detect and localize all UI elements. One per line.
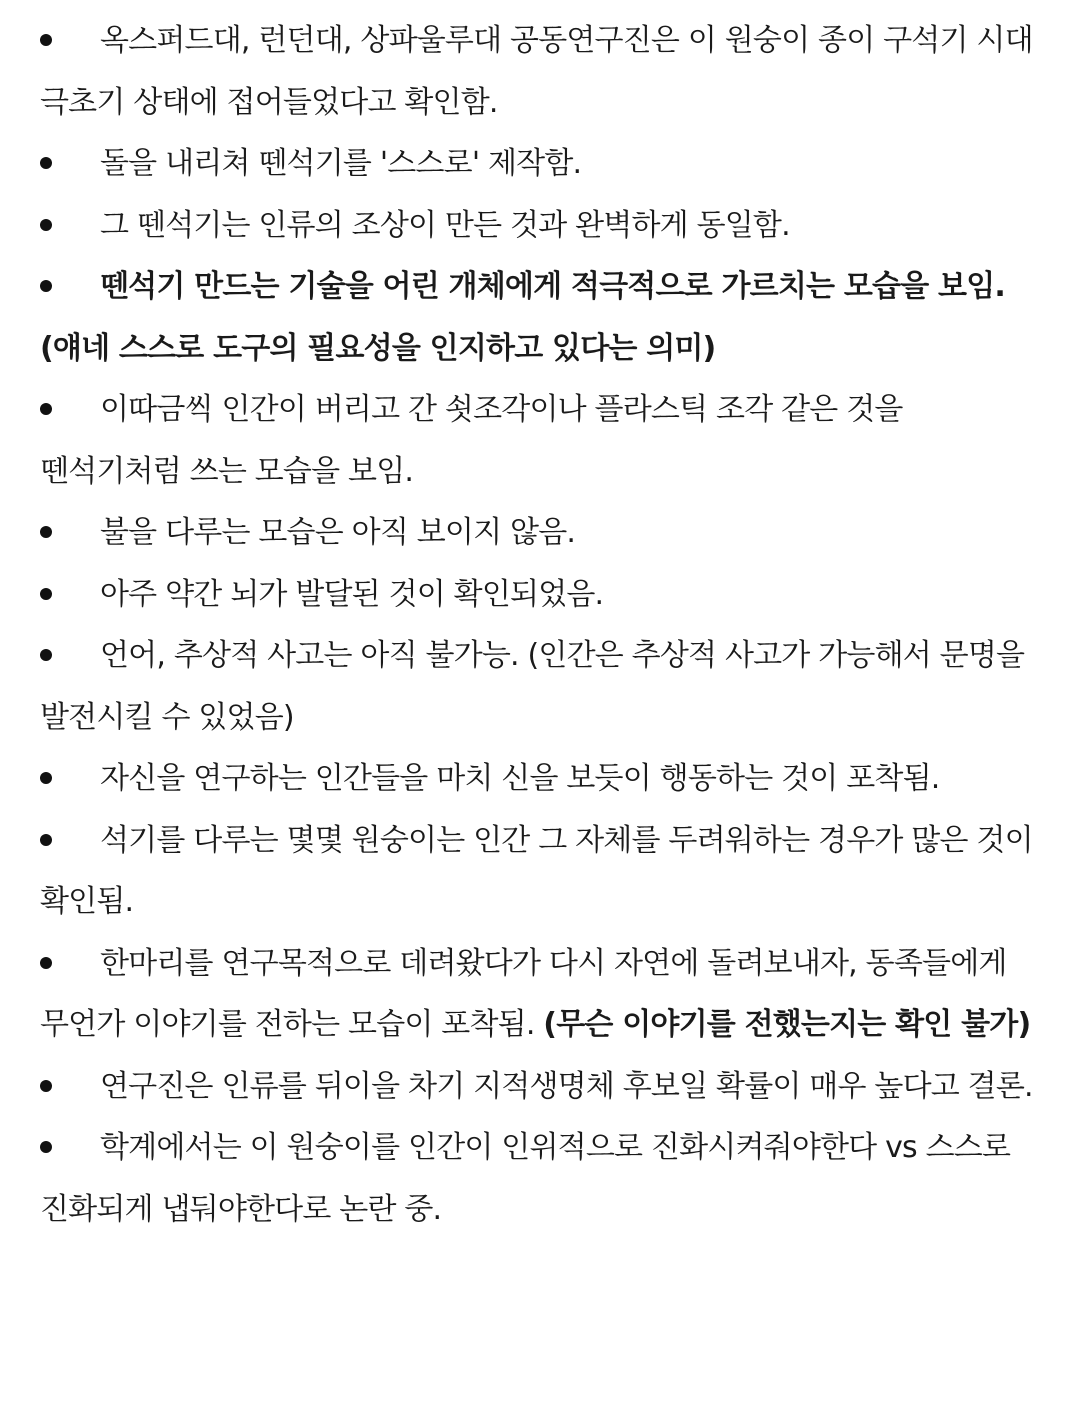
list-item	[40, 10, 1040, 133]
bullet-icon	[40, 280, 52, 292]
list-item	[40, 256, 1040, 379]
bullet-icon	[40, 157, 52, 169]
item-bold-text: (무슨 이야기를 전했는지는 확인 불가)	[543, 1007, 1031, 1042]
bullet-icon	[40, 957, 52, 969]
bullet-icon	[40, 649, 52, 661]
bullet-icon	[40, 588, 52, 600]
list-item	[40, 1117, 1040, 1240]
item-text: 돌을 내리쳐 뗀석기를 '스스로' 제작함.	[100, 146, 582, 181]
item-text: 아주 약간 뇌가 발달된 것이 확인되었음.	[100, 576, 604, 612]
item-text: 학계에서는 이 원숭이를 인간이 인위적으로 진화시켜줘야한다 vs 스스로 진화되게 냅둬야한다로 논란 중.	[40, 1130, 1011, 1227]
item-text: 자신을 연구하는 인간들을 마치 신을 보듯이 행동하는 것이 포착됨.	[100, 761, 940, 796]
bullet-icon	[40, 1080, 52, 1092]
list-item	[40, 133, 1040, 195]
bullet-icon	[40, 403, 52, 415]
bullet-icon	[40, 526, 52, 538]
list-item	[40, 1056, 1040, 1118]
list-item	[40, 195, 1040, 257]
list-item	[40, 625, 1040, 748]
item-text: 이따금씩 인간이 버리고 간 쇳조각이나 플라스틱 조각 같은 것을 뗀석기처럼 쓰는 모습을 보임.	[40, 392, 903, 489]
item-text: 연구진은 인류를 뒤이을 차기 지적생명체 후보일 확률이 매우 높다고 결론.	[100, 1068, 1033, 1104]
item-text: 그 뗀석기는 인류의 조상이 만든 것과 완벽하게 동일함.	[100, 207, 790, 243]
bullet-icon	[40, 834, 52, 846]
item-text: 불을 다루는 모습은 아직 보이지 않음.	[100, 515, 576, 550]
list-item	[40, 379, 1040, 502]
item-text: 언어, 추상적 사고는 아직 불가능. (인간은 추상적 사고가 가능해서 문명을 발전시킬 수 있었음)	[40, 638, 1025, 735]
item-text: 한마리를 연구목적으로 데려왔다가 다시 자연에 돌려보내자, 동족들에게 무언가 이야기를 전하는 모습이 포착됨.	[40, 945, 1007, 1042]
item-text: 옥스퍼드대, 런던대, 상파울루대 공동연구진은 이 원숭이 종이 구석기 시대 극초기 상태에 접어들었다고 확인함.	[40, 23, 1033, 120]
list-item	[40, 933, 1040, 1056]
bullet-list	[40, 10, 1040, 1240]
list-item	[40, 502, 1040, 564]
list-item	[40, 564, 1040, 626]
list-item	[40, 748, 1040, 810]
bullet-icon	[40, 1141, 52, 1153]
list-item	[40, 810, 1040, 933]
bullet-icon	[40, 34, 52, 46]
bullet-icon	[40, 219, 52, 231]
item-bold-text: 뗀석기 만드는 기술을 어린 개체에게 적극적으로 가르치는 모습을 보임. (얘네 스스로 도구의 필요성을 인지하고 있다는 의미)	[40, 269, 1005, 366]
item-text: 석기를 다루는 몇몇 원숭이는 인간 그 자체를 두려워하는 경우가 많은 것이 확인됨.	[40, 822, 1033, 919]
bullet-icon	[40, 772, 52, 784]
